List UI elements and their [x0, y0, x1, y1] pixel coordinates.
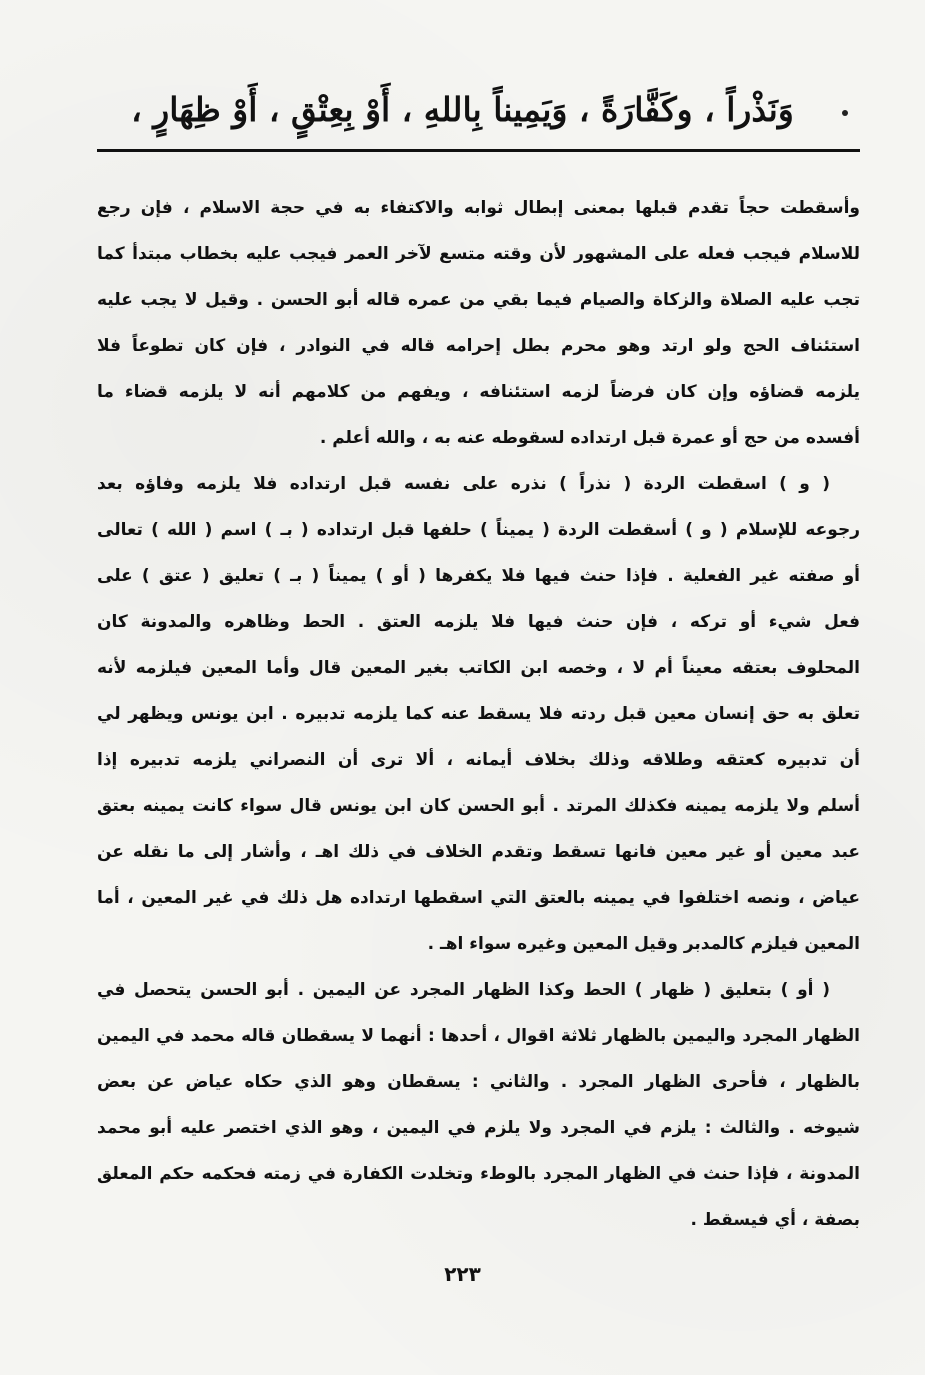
page-heading: وَنَذْراً ، وكَفَّارَةً ، وَيَمِيناً بِاللهِ ، أَوْ بِعِتْقٍ ، أَوْ ظِهَارٍ ،	[131, 90, 794, 129]
text-line: استئناف الحج ولو ارتد وهو محرم بطل إحرامه قاله في النوادر ، فإن كان تطوعاً فلا	[97, 336, 860, 356]
text-line: عياض ، ونصه اختلفوا في يمينه بالعتق التي اسقطها ارتداده هل ذلك في غير المعين ، أما	[97, 888, 860, 908]
page-number: ٢٢٣	[444, 1262, 481, 1286]
text-line: أفسده من حج أو عمرة قبل ارتداده لسقوطه عنه به ، والله أعلم .	[319, 428, 860, 448]
text-line: المدونة ، فإذا حنث في الظهار المجرد بالوطء وتخلدت الكفارة في زمته فحكمه حكم المعلق	[97, 1164, 860, 1184]
text-line: بالظهار ، فأحرى الظهار المجرد . والثاني : يسقطان وهو الذي حكاه عياض عن بعض	[97, 1072, 860, 1092]
text-line: تجب عليه الصلاة والزكاة والصيام فيما بقي من عمره قاله أبو الحسن . وقيل لا يجب عليه	[97, 290, 860, 310]
text-line: بصفة ، أي فيسقط .	[690, 1210, 860, 1230]
text-line: للاسلام فيجب فعله على المشهور لأن وقته متسع لآخر العمر فيجب عليه بخطاب مبتدأ كما	[97, 244, 860, 264]
text-line: ( أو ) بتعليق ( ظهار ) الحط وكذا الظهار المجرد عن اليمين . أبو الحسن يتحصل في	[97, 980, 830, 1000]
heading-dot	[842, 110, 848, 116]
text-line: تعلق به حق إنسان معين قبل ردته فلا يسقط عنه كما يلزمه تدبيره . ابن يونس ويظهر لي	[97, 704, 860, 724]
text-line: ( و ) اسقطت الردة ( نذراً ) نذره على نفسه قبل ارتداده فلا يلزمه وفاؤه بعد	[97, 474, 830, 494]
text-line: أن تدبيره كعتقه وطلاقه وذلك بخلاف أيمانه ، ألا ترى أن النصراني يلزمه تدبيره إذا	[97, 750, 860, 770]
text-line: شيوخه . والثالث : يلزم في المجرد ولا يلزم في اليمين ، وهو الذي اختصر عليه أبو محمد	[97, 1118, 860, 1138]
text-line: رجوعه للإسلام ( و ) أسقطت الردة ( يميناً ) حلفها قبل ارتداده ( بـ ) اسم ( الله ) تعالى	[97, 520, 860, 540]
text-line: الظهار المجرد واليمين بالظهار ثلاثة اقوال ، أحدها : أنهما لا يسقطان قاله محمد في اليمين	[97, 1026, 860, 1046]
page-body	[97, 185, 860, 1243]
text-line: المحلوف بعتقه معيناً أم لا ، وخصه ابن الكاتب بغير المعين قال وأما المعين فيلزمه لأنه	[97, 658, 860, 678]
text-line: يلزمه قضاؤه وإن كان فرضاً لزمه استئنافه ، ويفهم من كلامهم أنه لا يلزمه قضاء ما	[97, 382, 860, 402]
text-line: أسلم ولا يلزمه يمينه فكذلك المرتد . أبو الحسن كان ابن يونس قال سواء كانت يمينه بعتق	[97, 796, 860, 816]
heading-rule	[97, 149, 860, 152]
text-line: فعل شيء أو تركه ، فإن حنث فيها فلا يلزمه العتق . الحط وظاهره والمدونة كان	[97, 612, 860, 632]
text-line: عبد معين أو غير معين فانها تسقط وتقدم الخلاف في ذلك اهـ ، وأشار إلى ما نقله عن	[97, 842, 860, 862]
text-line: وأسقطت حجاً تقدم قبلها بمعنى إبطال ثوابه والاكتفاء به في حجة الاسلام ، فإن رجع	[97, 198, 860, 218]
text-line: أو صفته غير الفعلية . فإذا حنث فيها فلا يكفرها ( أو ) يميناً ( بـ ) تعليق ( عتق ) على	[97, 566, 860, 586]
text-line: المعين فيلزم كالمدبر وقيل المعين وغيره سواء اهـ .	[427, 934, 860, 954]
